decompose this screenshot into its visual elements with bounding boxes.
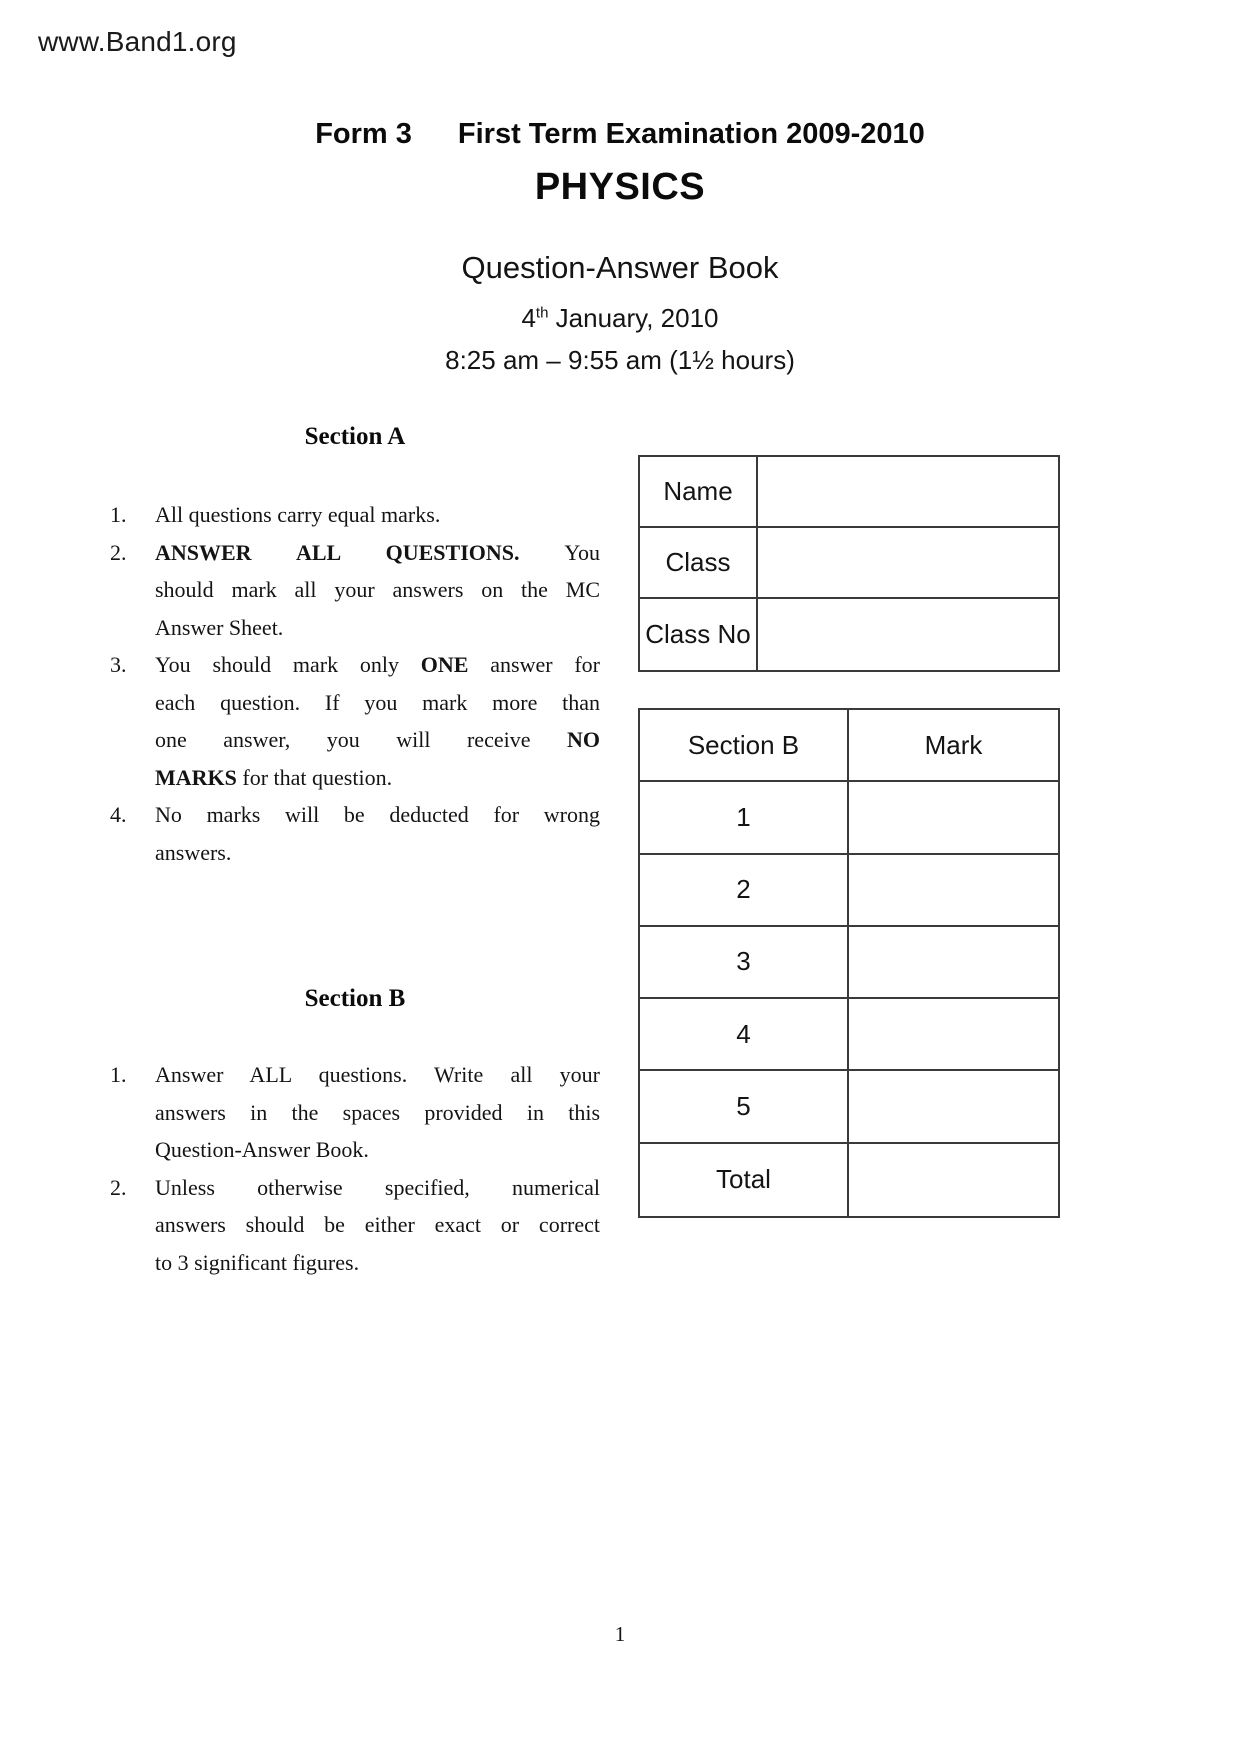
student-info-table bbox=[638, 455, 1060, 672]
exam-title-row bbox=[0, 118, 1240, 151]
instruction-line bbox=[155, 759, 600, 797]
list-number: 1. bbox=[110, 502, 127, 527]
plain-text: You should mark only bbox=[155, 652, 400, 677]
name-value-cell bbox=[758, 457, 1058, 528]
mark-cell bbox=[849, 927, 1058, 999]
section-b-heading: Section B bbox=[304, 985, 406, 1012]
total-mark-cell bbox=[849, 1144, 1058, 1216]
book-title: Question-Answer Book bbox=[461, 250, 779, 285]
exam-time: 8:25 am – 9:55 am (1½ hours) bbox=[445, 345, 795, 375]
list-number: 2. bbox=[110, 1174, 127, 1200]
list-number: 4. bbox=[110, 802, 127, 827]
mark-table bbox=[638, 708, 1060, 1218]
class-label: Class bbox=[640, 528, 758, 599]
mark-row-label: 2 bbox=[640, 855, 849, 927]
instruction-item bbox=[110, 496, 600, 534]
instruction-line: each question. If you mark more than bbox=[155, 689, 600, 715]
section-a-heading: Section A bbox=[304, 423, 406, 450]
mark-row-label: 3 bbox=[640, 927, 849, 999]
list-number: 2. bbox=[110, 539, 127, 565]
bold-text: ONE bbox=[420, 652, 469, 677]
instruction-line: should mark all your answers on the MC bbox=[155, 577, 600, 602]
instruction-line bbox=[155, 534, 600, 572]
mark-table-col1-header: Section B bbox=[640, 710, 849, 782]
subject-title: PHYSICS bbox=[534, 166, 706, 208]
form-level: Form 3 bbox=[315, 118, 412, 150]
class-no-label: Class No bbox=[640, 599, 758, 670]
site-url: www.Band1.org bbox=[38, 26, 237, 57]
bold-text: MARKS bbox=[155, 764, 237, 790]
instruction-line: Question-Answer Book. bbox=[155, 1137, 369, 1162]
instruction-item bbox=[110, 646, 600, 796]
plain-text: answer for bbox=[490, 652, 600, 677]
class-no-value-cell bbox=[758, 599, 1058, 670]
name-label: Name bbox=[640, 457, 758, 528]
bold-text: NO bbox=[567, 727, 600, 752]
exam-date-day: 4 bbox=[521, 303, 536, 333]
instruction-line: answers in the spaces provided in this bbox=[155, 1099, 600, 1125]
list-number: 3. bbox=[110, 652, 127, 677]
instruction-item bbox=[110, 1169, 600, 1282]
mark-row-label: 1 bbox=[640, 782, 849, 854]
class-value-cell bbox=[758, 528, 1058, 599]
total-row-label: Total bbox=[640, 1144, 849, 1216]
exam-date-rest: January, 2010 bbox=[548, 303, 719, 333]
mark-cell bbox=[849, 999, 1058, 1071]
exam-date-ordinal: th bbox=[535, 304, 549, 322]
mark-cell bbox=[849, 1071, 1058, 1143]
bold-text: ANSWER ALL QUESTIONS. bbox=[155, 539, 520, 565]
instruction-item bbox=[110, 796, 600, 871]
instruction-line: Answer Sheet. bbox=[155, 614, 284, 640]
exam-date bbox=[0, 303, 1240, 334]
mark-row-label: 4 bbox=[640, 999, 849, 1071]
instruction-line: Unless otherwise specified, numerical bbox=[155, 1174, 600, 1200]
instruction-line bbox=[155, 646, 600, 684]
mark-row-label: 5 bbox=[640, 1071, 849, 1143]
instruction-line: All questions carry equal marks. bbox=[155, 502, 441, 527]
mark-cell bbox=[849, 855, 1058, 927]
mark-table-col2-header: Mark bbox=[849, 710, 1058, 782]
instruction-line: to 3 significant figures. bbox=[155, 1249, 360, 1275]
section-b-instructions bbox=[110, 1056, 600, 1281]
instruction-line: answers should be either exact or correct bbox=[155, 1212, 600, 1237]
mark-cell bbox=[849, 782, 1058, 854]
instruction-line: answers. bbox=[155, 839, 232, 865]
instruction-line bbox=[155, 721, 600, 759]
instruction-line: Answer ALL questions. Write all your bbox=[155, 1062, 600, 1087]
plain-text: for that question. bbox=[242, 764, 393, 790]
plain-text: You bbox=[564, 539, 600, 565]
plain-text: one answer, you will receive bbox=[155, 727, 531, 752]
section-a-instructions bbox=[110, 496, 600, 871]
instruction-item bbox=[110, 1056, 600, 1169]
page-number: 1 bbox=[614, 1622, 626, 1646]
instruction-item bbox=[110, 534, 600, 647]
exam-title: First Term Examination 2009-2010 bbox=[457, 118, 925, 150]
instruction-line: No marks will be deducted for wrong bbox=[155, 802, 600, 827]
list-number: 1. bbox=[110, 1062, 127, 1087]
